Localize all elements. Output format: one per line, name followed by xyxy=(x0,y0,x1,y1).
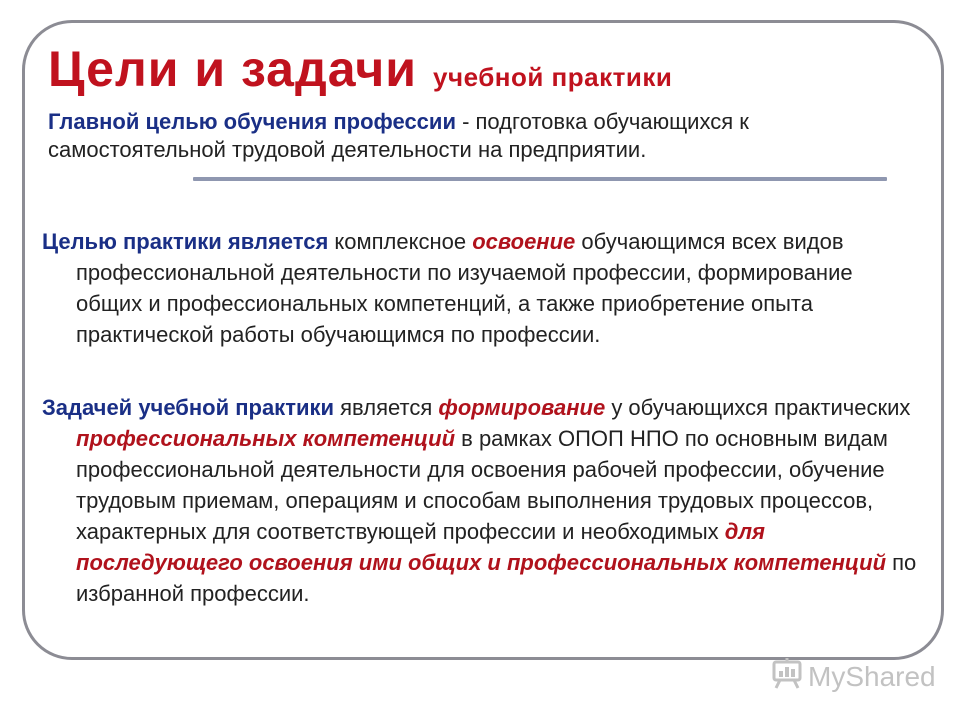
goal-lead: Целью практики является xyxy=(42,229,329,254)
task-text-3: в рамках ОПОП НПО по основным видам профессиональной деятельности для освоения рабочей профессии, обучение трудовым приемам, операциям и способам выполнения трудовых процессов, характерных для соответствующей профессии и необходимых xyxy=(76,426,888,544)
intro-paragraph xyxy=(48,108,928,164)
presentation-board-icon xyxy=(770,656,808,697)
goal-text-1: комплексное xyxy=(328,229,473,254)
task-paragraph xyxy=(42,392,922,609)
divider-line xyxy=(193,177,887,181)
intro-highlight: Главной целью обучения профессии xyxy=(48,109,456,134)
goal-emphasis-1: освоение xyxy=(472,229,576,254)
goal-text-2: обучающимся всех видов профессиональной деятельности по изучаемой профессии, формирование общих и профессиональных компетенций, а также приобретение опыта практической работы обучающимся по профессии. xyxy=(76,229,853,347)
title-subtitle: учебной практики xyxy=(433,62,673,92)
goal-paragraph xyxy=(42,226,922,350)
task-text-1: является xyxy=(334,395,439,420)
intro-text: - подготовка обучающихся к самостоятельной трудовой деятельности на предприятии. xyxy=(48,109,749,162)
watermark xyxy=(770,656,936,697)
task-emphasis-1: формирование xyxy=(438,395,606,420)
task-lead: Задачей учебной практики xyxy=(42,395,335,420)
title-main: Цели и задачи xyxy=(48,41,418,97)
watermark-text: MyShared xyxy=(808,660,936,692)
task-emphasis-3: для последующего освоения ими общих и профессиональных компетенций xyxy=(76,519,887,575)
task-text-2: у обучающихся практических xyxy=(605,395,911,420)
slide-title xyxy=(48,40,672,98)
task-emphasis-2: профессиональных компетенций xyxy=(76,426,456,451)
task-text-4: по избранной профессии. xyxy=(76,550,917,606)
